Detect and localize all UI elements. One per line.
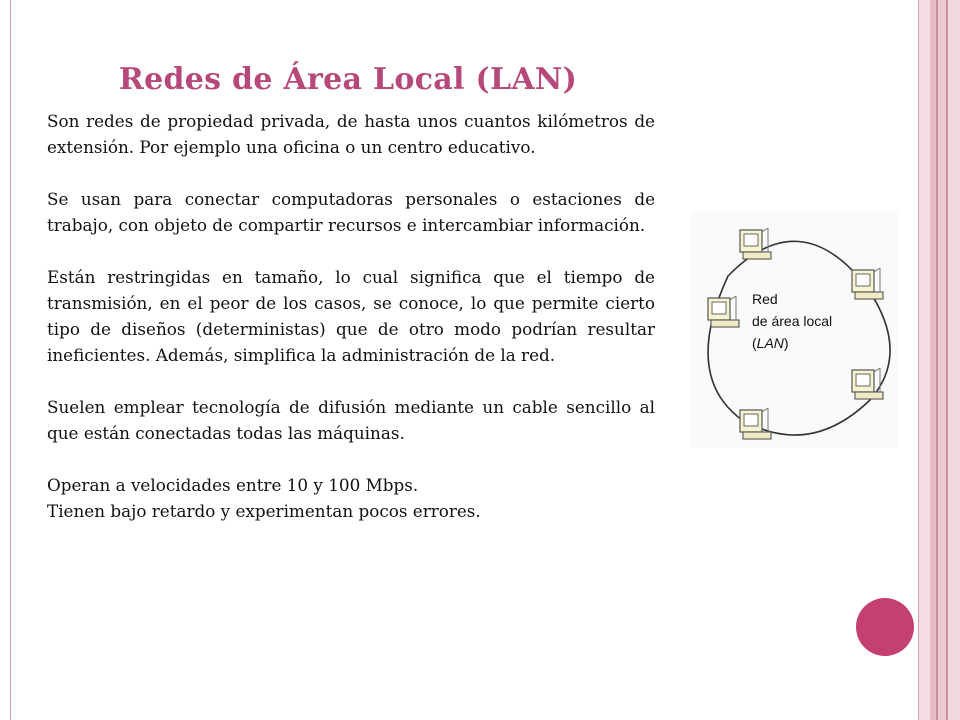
line-errors: Tienen bajo retardo y experimentan pocos errores. <box>47 501 481 521</box>
diagram-label-lan-italic: LAN <box>756 335 784 351</box>
slide-frame-left <box>0 0 11 720</box>
paragraph-usage: Se usan para conectar computadoras personales o estaciones de trabajo, con objeto de compartir recursos e intercambiar información. <box>47 189 655 235</box>
diagram-label-lan <box>752 335 789 351</box>
paragraph-definition: Son redes de propiedad privada, de hasta unos cuantos kilómetros de extensión. Por ejemplo una oficina o un centro educativo. <box>47 111 655 157</box>
paragraph-restrictions: Están restringidas en tamaño, lo cual significa que el tiempo de transmisión, en el peor de los casos, se conoce, lo que permite cierto tipo de diseños (deterministas) que de otro modo podrían resultar ineficientes. Además, simplifica la administración de la red. <box>47 267 655 365</box>
slide-body <box>47 108 655 524</box>
lan-ring-diagram <box>690 212 898 448</box>
slide-title: Redes de Área Local (LAN) <box>118 62 578 97</box>
diagram-label-red: Red <box>752 291 778 307</box>
paragraph-broadcast: Suelen emplear tecnología de difusión mediante un cable sencillo al que están conectadas todas las máquinas. <box>47 397 655 443</box>
diagram-label-lan-open: ( <box>752 335 757 351</box>
line-speed: Operan a velocidades entre 10 y 100 Mbps. <box>47 475 419 495</box>
diagram-label-area: de área local <box>752 313 833 329</box>
decorative-circle <box>856 598 914 656</box>
diagram-label-lan-close: ) <box>783 335 789 351</box>
